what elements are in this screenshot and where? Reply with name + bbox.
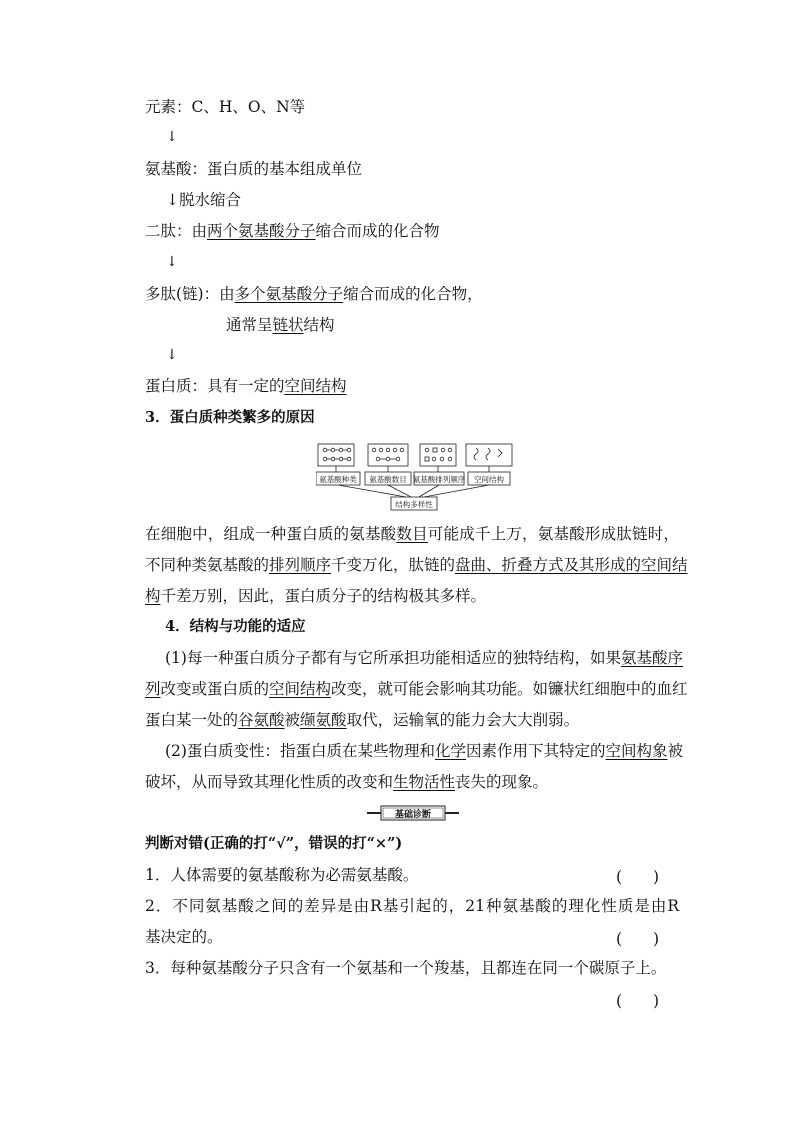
down-arrow-icon: ↓ bbox=[166, 347, 178, 363]
chain-icon bbox=[372, 448, 404, 461]
badge-label: 基础诊断 bbox=[394, 810, 432, 820]
judge-item-2-line-2: 基决定的。 bbox=[145, 928, 223, 946]
diagram-label-spatial: 空间结构 bbox=[474, 475, 504, 484]
flow-arrow-dehydration bbox=[166, 190, 241, 210]
judge-item-2-line-1: 2．不同氨基酸之间的差异是由R基引起的，21种氨基酸的理化性质是由R bbox=[145, 897, 679, 915]
down-arrow-icon: ↓ bbox=[166, 191, 179, 209]
paragraph-4-1-line-2: 列改变或蛋白质的空间结构改变，就可能会影响其功能。如镰状红细胞中的血红 bbox=[145, 680, 688, 698]
judge-item-1: 1．人体需要的氨基酸称为必需氨基酸。 bbox=[145, 866, 419, 884]
paragraph-4-1-line-3: 蛋白某一处的谷氨酸被缬氨酸取代，运输氧的能力会大大削弱。 bbox=[145, 711, 580, 729]
diversity-diagram bbox=[316, 442, 516, 514]
flow-step-polypeptide-cont: 通常呈链状结构 bbox=[226, 316, 335, 334]
arrow-label: 脱水缩合 bbox=[179, 191, 242, 209]
answer-blank-3[interactable]: ( ) bbox=[616, 992, 660, 1010]
paragraph-4-2-line-1: (2)蛋白质变性：指蛋白质在某些物理和化学因素作用下其特定的空间构象被 bbox=[165, 742, 684, 760]
flow-step-dipeptide: 二肽：由两个氨基酸分子缩合而成的化合物 bbox=[145, 222, 440, 240]
section-3-heading: 3．蛋白质种类繁多的原因 bbox=[145, 409, 315, 426]
down-arrow-icon: ↓ bbox=[166, 129, 178, 145]
basic-diagnosis-badge bbox=[367, 804, 459, 822]
chain-icon bbox=[323, 448, 351, 461]
paragraph-3-line-1: 在细胞中，组成一种蛋白质的氨基酸数目可能成千上万，氨基酸形成肽链时， bbox=[145, 525, 679, 543]
paragraph-4-2-line-2: 破坏，从而导致其理化性质的改变和生物活性丧失的现象。 bbox=[145, 773, 549, 791]
diagram-label-result: 结构多样性 bbox=[395, 500, 433, 509]
diagram-label-number: 氨基酸数目 bbox=[369, 475, 407, 484]
diagram-label-order: 氨基酸排列顺序 bbox=[412, 475, 466, 484]
down-arrow-icon: ↓ bbox=[166, 254, 178, 270]
diagram-label-type: 氨基酸种类 bbox=[319, 475, 357, 484]
paragraph-3-line-3: 构千差万别，因此，蛋白质分子的结构极其多样。 bbox=[145, 587, 487, 605]
answer-blank-1[interactable]: ( ) bbox=[616, 868, 660, 886]
answer-blank-2[interactable]: ( ) bbox=[616, 930, 660, 948]
judge-item-3: 3．每种氨基酸分子只含有一个氨基和一个羧基，且都连在同一个碳原子上。 bbox=[145, 959, 667, 977]
fold-icon bbox=[474, 448, 502, 460]
paragraph-4-1-line-1: (1)每一种蛋白质分子都有与它所承担功能相适应的独特结构，如果氨基酸序 bbox=[165, 649, 683, 667]
flow-step-protein: 蛋白质：具有一定的空间结构 bbox=[145, 377, 347, 395]
flow-step-amino-acid: 氨基酸：蛋白质的基本组成单位 bbox=[145, 160, 363, 178]
flow-step-elements: 元素：C、H、O、N等 bbox=[145, 98, 306, 116]
diagnosis-intro: 判断对错(正确的打“√”，错误的打“×”) bbox=[145, 835, 403, 852]
chain-icon bbox=[425, 448, 452, 461]
section-4-heading: 4．结构与功能的适应 bbox=[165, 618, 306, 635]
flow-step-polypeptide: 多肽(链)：由多个氨基酸分子缩合而成的化合物， bbox=[145, 285, 483, 303]
paragraph-3-line-2: 不同种类氨基酸的排列顺序千变万化，肽链的盘曲、折叠方式及其形成的空间结 bbox=[145, 556, 688, 574]
